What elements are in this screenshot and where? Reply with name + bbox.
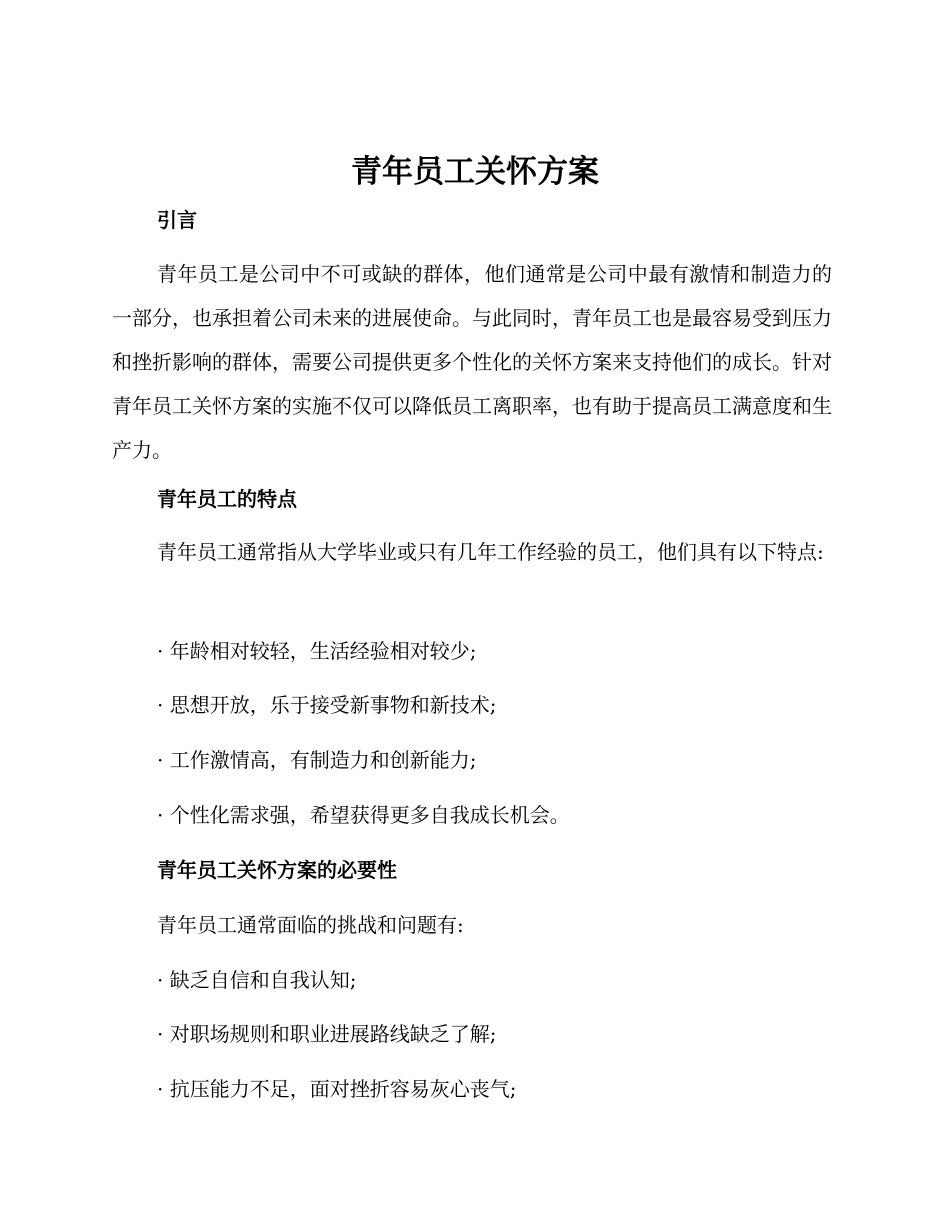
traits-list-item: · 个性化需求强，希望获得更多自我成长机会。 <box>157 803 570 827</box>
section-heading-traits: 青年员工的特点 <box>157 487 297 511</box>
traits-list-item: · 工作激情高，有制造力和创新能力; <box>157 748 477 772</box>
section-heading-necessity: 青年员工关怀方案的必要性 <box>157 858 397 882</box>
necessity-intro: 青年员工通常面临的挑战和问题有: <box>157 913 464 937</box>
necessity-list-item: · 缺乏自信和自我认知; <box>157 968 357 992</box>
necessity-list-item: · 抗压能力不足，面对挫折容易灰心丧气; <box>157 1077 517 1101</box>
intro-paragraph: 青年员工是公司中不可或缺的群体，他们通常是公司中最有激情和制造力的一部分，也承担着公司未来的进展使命。与此同时，青年员工也是最容易受到压力和挫折影响的群体，需要公司提供更多个性化的关怀方案来支持他们的成长。针对青年员工关怀方案的实施不仅可以降低员工离职率，也有助于提高员工满意度和生产力。 <box>112 262 832 462</box>
section-heading-intro: 引言 <box>157 208 197 232</box>
document-title: 青年员工关怀方案 <box>351 154 599 190</box>
traits-paragraph: 青年员工通常指从大学毕业或只有几年工作经验的员工，他们具有以下特点: <box>157 540 824 564</box>
traits-list-item: · 年龄相对较轻，生活经验相对较少; <box>157 639 477 663</box>
necessity-list-item: · 对职场规则和职业进展路线缺乏了解; <box>157 1022 497 1046</box>
traits-list-item: · 思想开放，乐于接受新事物和新技术; <box>157 693 497 717</box>
